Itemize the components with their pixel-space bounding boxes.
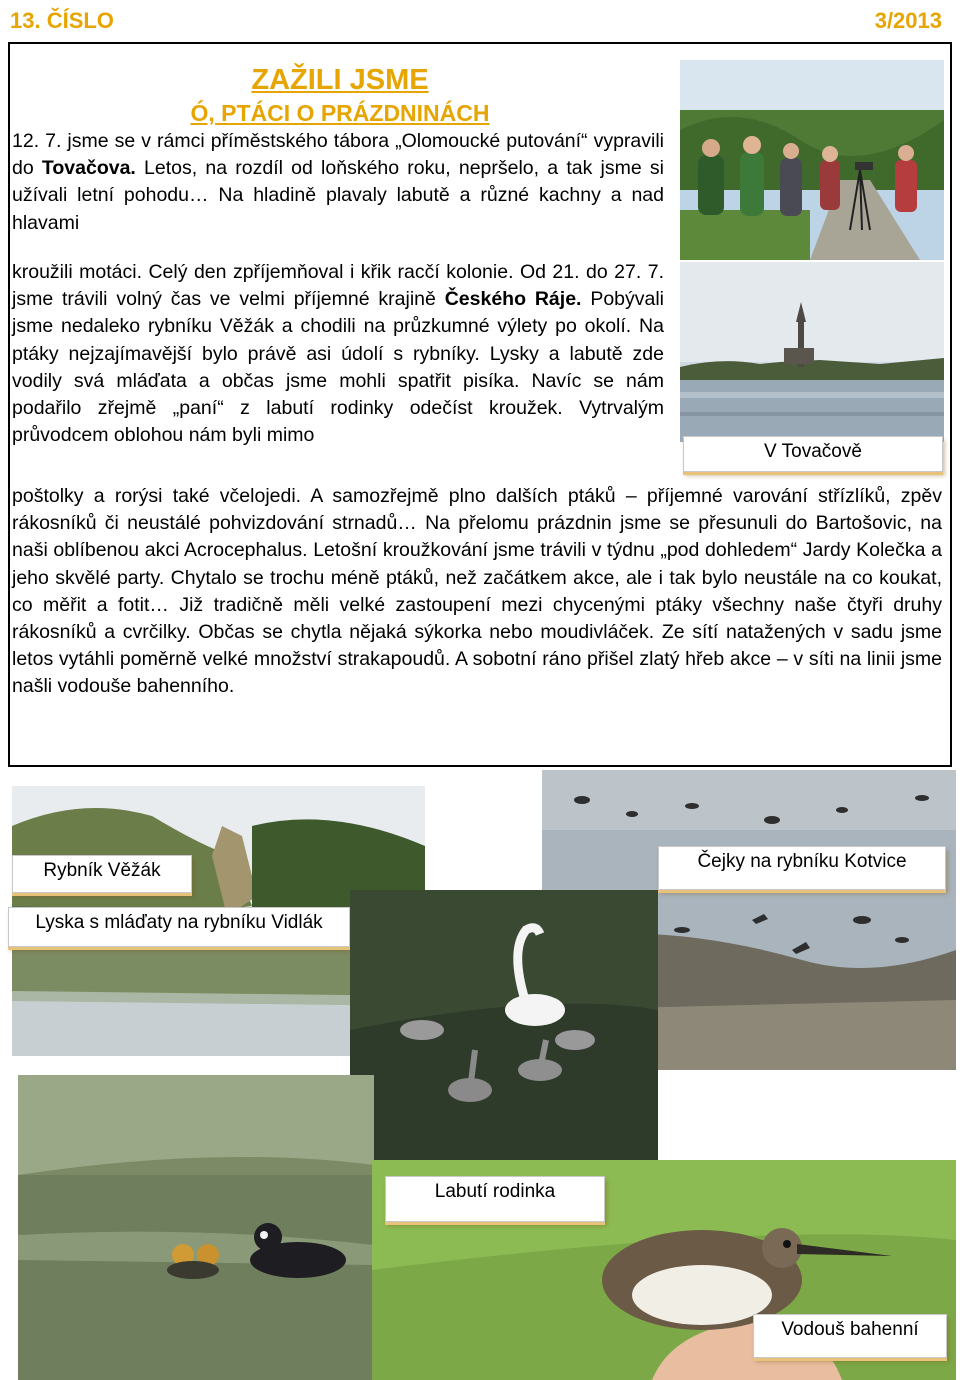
caption-labute: Labutí rodinka [385,1176,605,1222]
frame-top-line [8,42,952,44]
caption-vodous: Vodouš bahenní [753,1314,947,1358]
article-title: ZAŽILI JSME [251,64,429,96]
frame-right-line [950,42,952,767]
caption-cejky: Čejky na rybníku Kotvice [658,846,946,890]
frame-bottom-line [8,765,952,767]
page-header [0,0,960,48]
photo-lyska [18,1075,374,1380]
photo-tovacov [680,262,944,442]
caption-lyska: Lyska s mláďaty na rybníku Vidlák [8,907,350,947]
p1-bold: Tovačova. [41,157,136,180]
issue-date: 3/2013 [874,8,942,33]
paragraph-3: poštolky a rorýsi také včelojedi. A samozřejmě plno dalších ptáků – příjemné varování střízlíků, zpěv rákosníků či neustálé pohvizdování strnadů… Na přelomu prázdnin jsme se přesunuli do Bartošovic, na naši oblíbenou akci Acrocephalus. Letošní kroužkování jsme trávili v týdnu „pod dohledem“ Jardy Kolečka a jeho skvělé party. Chytalo se trochu méně ptáků, než začátkem akce, ale i tak bylo neustále na co koukat, co měřit a fotit… Již tradičně měli velké zastoupení mezi chycenými ptáky všechny naše čtyři druhy rákosníků a cvrčilky. Občas se chytla nějaká sýkorka nebo moudivláček. Ze sítí natažených v sadu jsme letos vytáhli poměrně velké množství strakapoudů. A sobotní ráno přišel zlatý hřeb akce – v síti na linii jsme našli vodouše bahenního. [12,485,942,698]
issue-number: 13. ČÍSLO [10,8,114,33]
p1-text-a: 12. 7. jsme se v rámci příměstského tábora „Olomoucké putování“ vypravili do [12,130,664,180]
paragraph-2 [12,259,664,449]
p2-text-a: kroužili motáci. Celý den zpříjemňoval i křik racčí kolonie. Od 21. do 27. 7. jsme trávili volný čas ve velmi příjemné krajině [12,261,664,311]
p2-bold: Českého Ráje. [444,288,582,311]
article-subtitle: Ó, PTÁCI O PRÁZDNINÁCH [190,100,490,126]
p2-text-b: Pobývali jsme nedaleko rybníku Věžák a chodili na průzkumné výlety po okolí. Na ptáky nejzajímavější bylo právě asi údolí s rybníky. Lysky a labutě zde vodily svá mláďata a občas jsme mohli spatřit pisíka. Navíc se nám podařilo zřejmě „paní“ z labutí rodinky odečíst kroužek. Vytrvalým průvodcem oblohou nám byli mimo [12,288,665,447]
p1-text-b: Letos, na rozdíl od loňského roku, nepršelo, a tak jsme si užívali letní pohodu… Na hladině plavaly labutě a různé kachny a nad hlavami [12,157,664,234]
caption-vezak: Rybník Věžák [12,855,192,893]
frame-left-line [8,42,10,767]
caption-tovacov: V Tovačově [683,436,943,472]
photo-labute [350,890,658,1162]
paragraph-1 [12,128,664,237]
photo-birdwatchers [680,60,944,260]
